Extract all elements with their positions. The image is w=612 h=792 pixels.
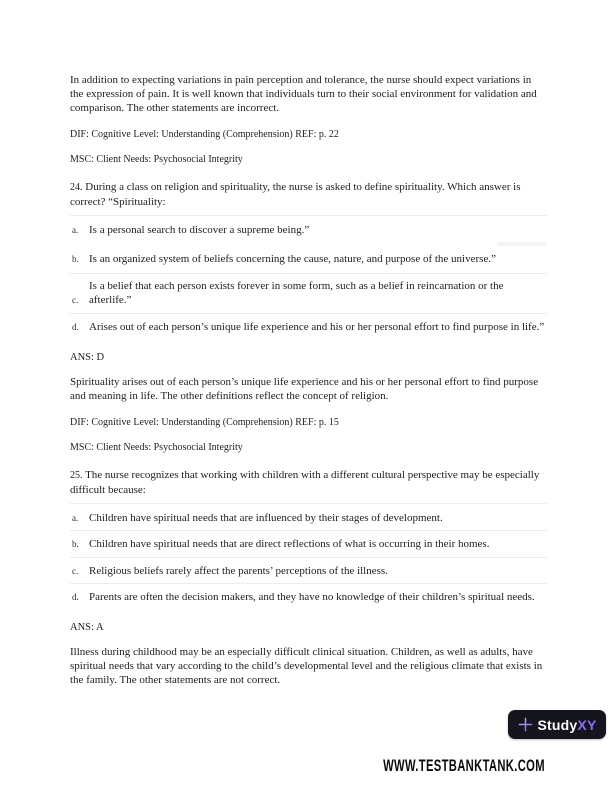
- intro-msc-line: MSC: Client Needs: Psychosocial Integrity: [70, 154, 243, 165]
- option-text: Is a personal search to discover a supreme being.”: [89, 224, 310, 236]
- question-24-number: 24.: [70, 182, 83, 193]
- option-text: Children have spiritual needs that are influenced by their stages of development.: [89, 512, 443, 524]
- question-24-stem: [70, 180, 547, 209]
- option-row: [70, 246, 547, 274]
- question-25-answer: ANS: A: [70, 622, 104, 633]
- page-content: [70, 73, 547, 687]
- option-letter: c.: [72, 295, 79, 305]
- option-letter: a.: [72, 513, 79, 523]
- option-letter: a.: [72, 225, 79, 235]
- question-25-number: 25.: [70, 470, 83, 481]
- option-row: [70, 584, 547, 604]
- plus-icon: [518, 717, 533, 732]
- option-text: Parents are often the decision makers, and they have no knowledge of their children’s spiritual needs.: [89, 591, 535, 603]
- intro-explanation: In addition to expecting variations in pain perception and tolerance, the nurse should expect variations in the expression of pain. It is well known that individuals turn to their social environment for validation and comparison. The other statements are incorrect.: [70, 74, 537, 114]
- option-text: Religious beliefs rarely affect the parents’ perceptions of the illness.: [89, 565, 388, 577]
- option-text: Arises out of each person’s unique life experience and his or her personal effort to find purpose in life.”: [89, 321, 545, 333]
- option-letter: d.: [72, 322, 79, 332]
- option-row: [70, 558, 547, 584]
- studyxy-badge[interactable]: [508, 710, 606, 739]
- option-row: [70, 531, 547, 558]
- option-text: Children have spiritual needs that are direct reflections of what is occurring in their homes.: [89, 538, 490, 550]
- watermark-url: WWW.TESTBANKTANK.COM: [383, 757, 545, 775]
- question-25-options: [70, 503, 547, 604]
- option-row: [70, 314, 547, 334]
- question-24-answer: ANS: D: [70, 352, 105, 363]
- question-25-text: The nurse recognizes that working with children with a different cultural perspective may be especially difficult because:: [70, 469, 540, 496]
- question-25-explanation: Illness during childhood may be an especially difficult clinical situation. Children, as well as adults, have spiritual needs that vary according to the child’s developmental level and the religious climate that exists in the family. The other statements are not correct.: [70, 646, 543, 686]
- intro-dif-line: DIF: Cognitive Level: Understanding (Comprehension) REF: p. 22: [70, 129, 339, 140]
- option-letter: b.: [72, 254, 79, 264]
- option-row: [70, 215, 547, 239]
- option-row: [70, 274, 547, 314]
- option-letter: b.: [72, 539, 79, 549]
- option-letter: c.: [72, 566, 79, 576]
- question-24-options: [70, 215, 547, 334]
- question-24-msc-line: MSC: Client Needs: Psychosocial Integrity: [70, 442, 243, 453]
- question-24-text: During a class on religion and spirituality, the nurse is asked to define spirituality. Which answer is correct? “Spirituality:: [70, 181, 521, 208]
- studyxy-label: [538, 717, 597, 733]
- question-25-stem: [70, 468, 547, 497]
- studyxy-label-study: Study: [537, 716, 578, 733]
- studyxy-label-xy: XY: [577, 716, 597, 733]
- option-row: [70, 503, 547, 531]
- question-24-dif-line: DIF: Cognitive Level: Understanding (Comprehension) REF: p. 15: [70, 417, 339, 428]
- option-text: Is a belief that each person exists forever in some form, such as a belief in reincarnation or the afterlife.”: [89, 280, 504, 306]
- option-letter: d.: [72, 592, 79, 602]
- question-24-explanation: Spirituality arises out of each person’s unique life experience and his or her personal effort to find purpose and meaning in life. The other definitions reflect the concept of religion.: [70, 376, 539, 402]
- option-text: Is an organized system of beliefs concerning the cause, nature, and purpose of the universe.”: [89, 253, 496, 265]
